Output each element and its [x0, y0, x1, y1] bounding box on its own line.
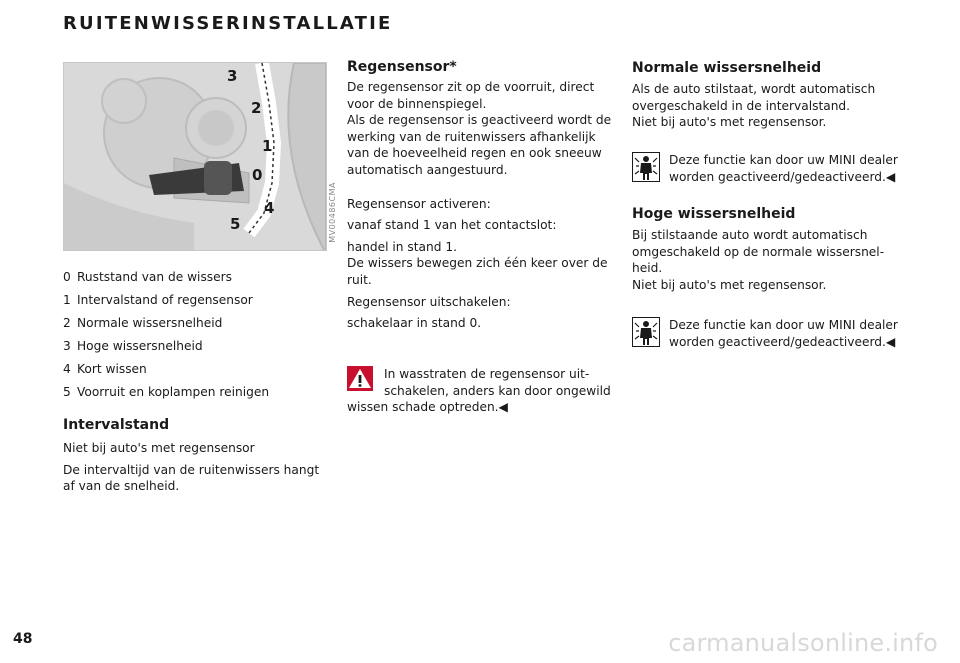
dealer-note-line: Deze functie kan door uw MINI dealer [669, 153, 898, 167]
interval-text-1: De intervaltijd van de ruitenwissers hangt [63, 462, 320, 477]
normal-speed-line: Niet bij auto's met regensensor. [632, 115, 827, 130]
warning-line: In wasstraten de regensensor uit- [384, 367, 590, 381]
mechanic-icon [632, 152, 660, 182]
activate-line: De wissers bewegen zich één keer over de [347, 256, 608, 271]
warning-triangle-icon [347, 366, 373, 391]
stage-label-2: 2 [251, 99, 262, 117]
warning-line: schakelen, anders kan door ongewild [384, 383, 611, 398]
wiper-stalk-illustration [63, 62, 327, 251]
figure-code: MV00486CMA [328, 182, 337, 243]
legend-item: 5 Voorruit en koplampen reinigen [63, 385, 270, 399]
stage-label-3: 3 [227, 67, 238, 85]
legend-item: 1 Intervalstand of regensensor [63, 293, 253, 307]
activate-step: vanaf stand 1 van het contactslot: [347, 218, 557, 233]
rain-sensor-line: werking van de ruitenwissers afhankelijk [347, 129, 596, 144]
warning-note [347, 366, 622, 426]
high-speed-line: heid. [632, 261, 663, 276]
high-speed-line: omgeschakeld op de normale wissersnel- [632, 244, 885, 259]
warning-line: wissen schade optreden.◀ [347, 400, 508, 415]
mechanic-icon [632, 317, 660, 347]
high-speed-line: Bij stilstaande auto wordt automatisch [632, 228, 868, 242]
rain-sensor-line: voor de binnenspiegel. [347, 96, 487, 111]
activate-line: handel in stand 1. [347, 239, 457, 254]
rain-sensor-line: Als de regensensor is geactiveerd wordt de [347, 113, 612, 128]
watermark: carmanualsonline.info [668, 629, 938, 657]
legend-item: 3 Hoge wissersnelheid [63, 339, 203, 353]
interval-note: Niet bij auto's met regensensor [63, 441, 255, 455]
interval-heading: Intervalstand [63, 417, 170, 433]
dealer-note [632, 317, 917, 353]
stage-label-1: 1 [262, 137, 273, 155]
activate-line: ruit. [347, 272, 372, 287]
stage-label-4: 4 [264, 199, 275, 217]
legend-item: 4 Kort wissen [63, 362, 147, 376]
rain-sensor-line: De regensensor zit op de voorruit, direct [347, 80, 595, 94]
dealer-note-line: Deze functie kan door uw MINI dealer [669, 318, 898, 332]
page-title: RUITENWISSERINSTALLATIE [63, 13, 393, 34]
normal-speed-section [632, 60, 912, 131]
deactivate-step: schakelaar in stand 0. [347, 316, 482, 331]
interval-text-2: af van de snelheid. [63, 479, 180, 494]
rain-sensor-section [347, 59, 622, 332]
high-speed-line: Niet bij auto's met regensensor. [632, 277, 827, 292]
dealer-note-line: worden geactiveerd/gedeactiveerd.◀ [669, 169, 896, 184]
rain-sensor-line: van de hoeveelheid regen en ook sneeuw [347, 146, 602, 161]
interval-section [63, 417, 333, 495]
page-number: 48 [13, 631, 33, 647]
rain-sensor-heading: Regensensor* [347, 59, 457, 75]
legend-item: 0 Ruststand van de wissers [63, 270, 233, 284]
position-legend [63, 266, 333, 404]
wiper-stalk-drawing [64, 63, 326, 250]
legend-item: 2 Normale wissersnelheid [63, 316, 223, 330]
dealer-note [632, 152, 917, 188]
stage-label-5: 5 [230, 215, 241, 233]
dealer-note-line: worden geactiveerd/gedeactiveerd.◀ [669, 334, 896, 349]
stage-label-0: 0 [252, 166, 263, 184]
activate-label: Regensensor activeren: [347, 196, 491, 211]
rain-sensor-line: automatisch aangestuurd. [347, 162, 508, 177]
normal-speed-heading: Normale wissersnelheid [632, 60, 822, 76]
high-speed-section [632, 206, 912, 293]
deactivate-label: Regensensor uitschakelen: [347, 294, 511, 309]
normal-speed-line: overgeschakeld in de intervalstand. [632, 98, 851, 113]
normal-speed-line: Als de auto stilstaat, wordt automatisch [632, 82, 876, 96]
high-speed-heading: Hoge wissersnelheid [632, 206, 796, 222]
